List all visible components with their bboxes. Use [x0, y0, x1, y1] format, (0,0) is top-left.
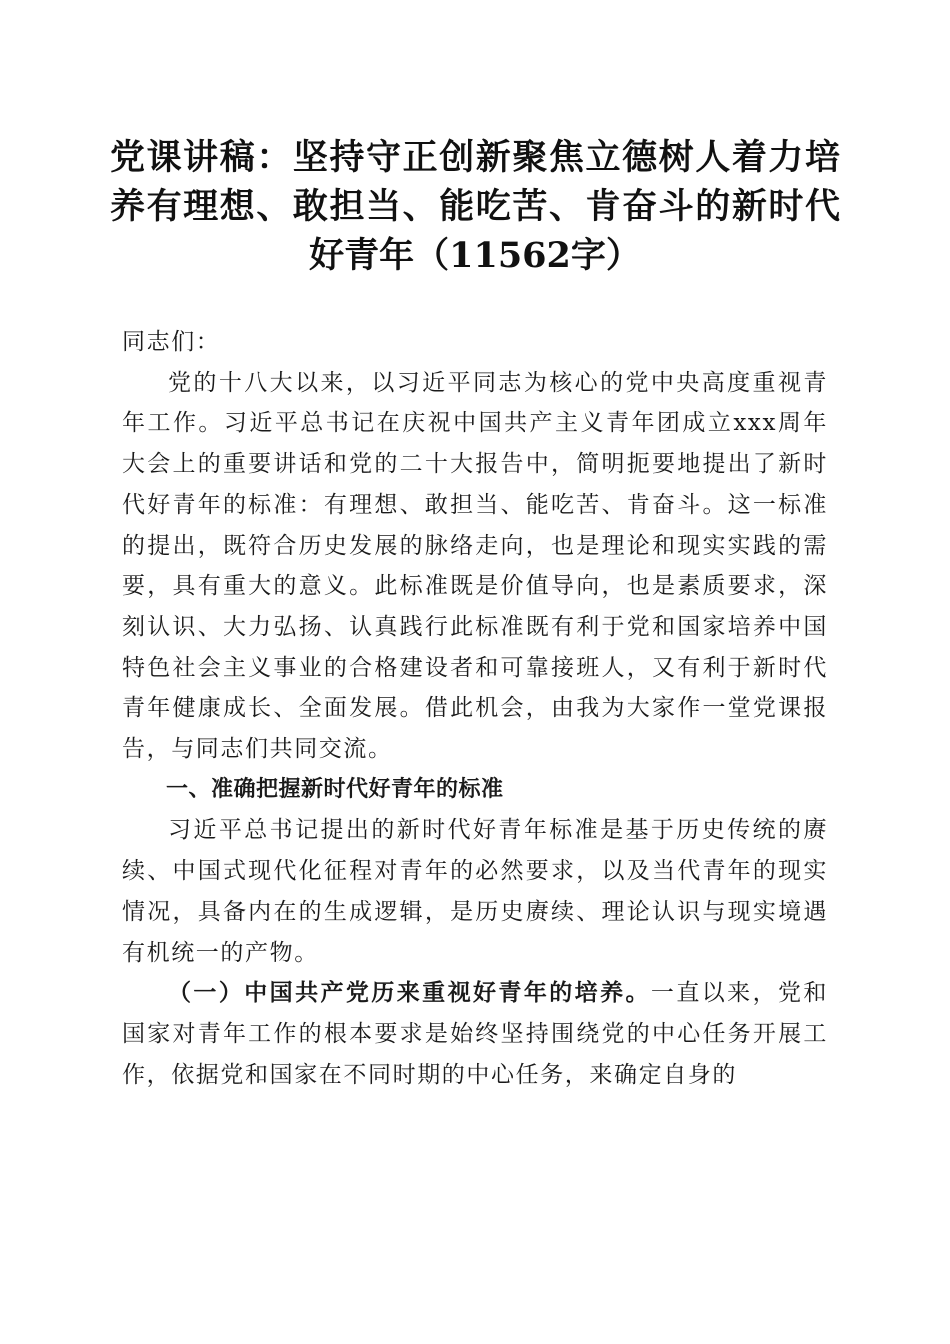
subsection-heading-1: （一）中国共产党历来重视好青年的培养。	[168, 979, 651, 1007]
section-heading-1: 一、准确把握新时代好青年的标准	[166, 776, 504, 802]
paragraph-subsection-1	[122, 973, 828, 1095]
salutation: 同志们：	[122, 329, 221, 355]
paragraph-standard: 习近平总书记提出的新时代好青年标准是基于历史传统的赓续、中国式现代化征程对青年的必然要求，以及当代青年的现实情况，具备内在的生成逻辑，是历史赓续、理论认识与现实境遇有机统一的产物。	[122, 817, 828, 966]
title-line-2: 养有理想、敢担当、能吃苦、肯奋斗的新时代	[110, 186, 840, 227]
paragraph-intro: 党的十八大以来，以习近平同志为核心的党中央高度重视青年工作。习近平总书记在庆祝中国共产主义青年团成立xxx周年大会上的重要讲话和党的二十大报告中，简明扼要地提出了新时代好青年的标准：有理想、敢担当、能吃苦、肯奋斗。这一标准的提出，既符合历史发展的脉络走向，也是理论和现实实践的需要，具有重大的意义。此标准既是价值导向，也是素质要求，深刻认识、大力弘扬、认真践行此标准既有利于党和国家培养中国特色社会主义事业的合格建设者和可靠接班人，又有利于新时代青年健康成长、全面发展。借此机会，由我为大家作一堂党课报告，与同志们共同交流。	[122, 369, 828, 763]
title-line-3: 好青年（11562字）	[309, 235, 641, 276]
subsection-1-text: 一直以来，党和国家对青年工作的根本要求是始终坚持围绕党的中心任务开展工作，依据党和国家在不同时期的中心任务，来确定自身的	[122, 980, 829, 1088]
document-title	[110, 133, 840, 280]
document-body	[122, 322, 828, 1095]
title-line-1: 党课讲稿：坚持守正创新聚焦立德树人着力培	[110, 137, 840, 178]
